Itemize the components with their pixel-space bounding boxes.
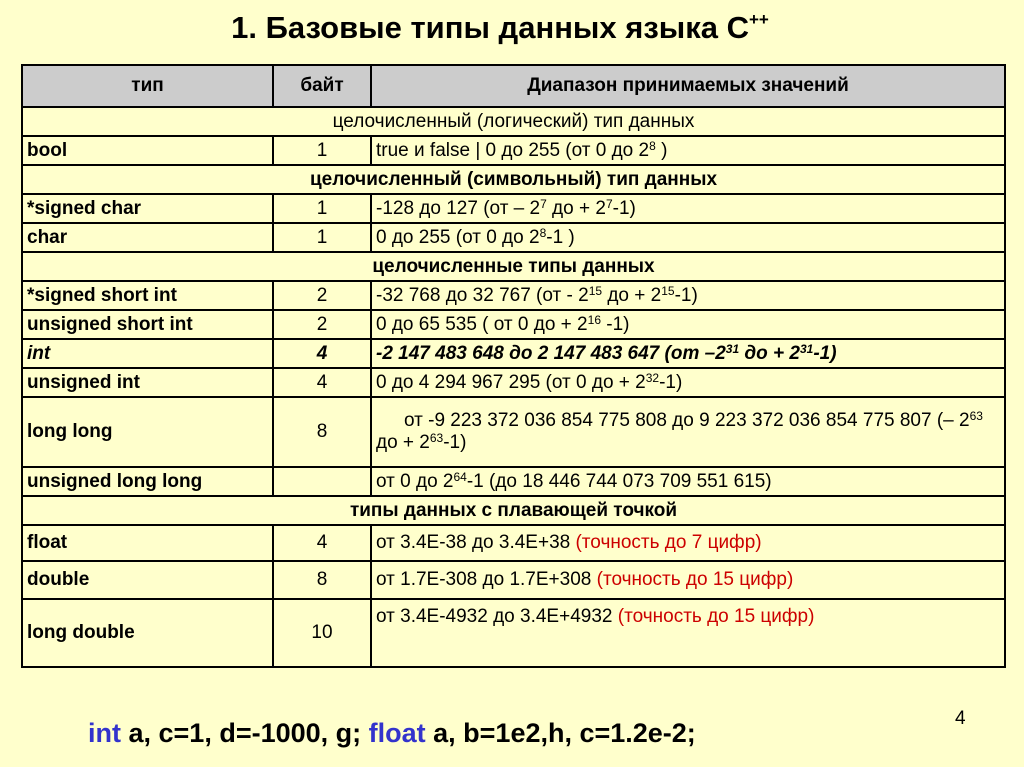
- range-text: -1): [674, 284, 698, 306]
- range-cell: [371, 194, 1005, 223]
- section-float: типы данных с плавающей точкой: [22, 496, 1005, 525]
- range-text: ): [655, 139, 668, 161]
- range-text: 0 до 255 (от 0 до 2: [376, 226, 540, 248]
- type-cell: unsigned short int: [22, 310, 273, 339]
- data-types-table: [21, 64, 1006, 668]
- bytes-cell: 2: [273, 310, 371, 339]
- declaration-float: a, b=1e2,h, c=1.2e-2;: [425, 718, 696, 748]
- page-number: 4: [955, 708, 966, 729]
- section-row: [22, 107, 1005, 136]
- range-exponent: 15: [588, 283, 603, 298]
- bytes-cell: [273, 467, 371, 496]
- type-cell: unsigned long long: [22, 467, 273, 496]
- range-text: -1): [612, 197, 636, 219]
- bytes-cell: 8: [273, 561, 371, 599]
- range-text: -1): [601, 313, 630, 335]
- table-row: [22, 339, 1005, 368]
- precision-text: (точность до 15 цифр): [596, 569, 794, 591]
- header-range: Диапазон принимаемых значений: [371, 65, 1005, 107]
- table-row: [22, 397, 1005, 467]
- table-row: [22, 310, 1005, 339]
- section-row: [22, 252, 1005, 281]
- range-text: до + 2: [546, 197, 606, 219]
- bytes-cell: 1: [273, 223, 371, 252]
- type-cell: char: [22, 223, 273, 252]
- type-cell: *signed short int: [22, 281, 273, 310]
- range-text: -1): [813, 342, 837, 364]
- table-row: [22, 467, 1005, 496]
- bytes-cell: 8: [273, 397, 371, 467]
- range-exponent: 63: [429, 431, 444, 445]
- type-cell: long double: [22, 599, 273, 667]
- table-row: [22, 525, 1005, 561]
- section-row: [22, 165, 1005, 194]
- code-example: [88, 718, 696, 749]
- range-text: -1): [443, 432, 467, 453]
- table-row: [22, 599, 1005, 667]
- range-text: -1 ): [546, 226, 575, 248]
- section-char: целочисленный (символьный) тип данных: [22, 165, 1005, 194]
- range-text: от 0 до 2: [376, 470, 454, 492]
- table-row: [22, 194, 1005, 223]
- keyword-int: int: [88, 718, 121, 748]
- range-exponent: 63: [969, 409, 983, 424]
- title-superscript: ++: [748, 10, 769, 29]
- range-exponent: 31: [799, 341, 814, 356]
- bytes-cell: 4: [273, 339, 371, 368]
- range-text: -128 до 127 (от – 2: [376, 197, 541, 219]
- range-cell: [371, 223, 1005, 252]
- bytes-cell: 4: [273, 368, 371, 397]
- section-integer: целочисленные типы данных: [22, 252, 1005, 281]
- range-text: -32 768 до 32 767 (от - 2: [376, 284, 589, 306]
- range-cell: [371, 561, 1005, 599]
- table-row: [22, 136, 1005, 165]
- range-text: до + 2: [376, 432, 430, 453]
- range-cell: [371, 467, 1005, 496]
- range-exponent: 16: [587, 312, 601, 327]
- keyword-float: float: [368, 718, 426, 748]
- type-cell: float: [22, 525, 273, 561]
- type-cell: int: [22, 339, 273, 368]
- range-cell: [371, 368, 1005, 397]
- type-cell: bool: [22, 136, 273, 165]
- range-cell: [371, 136, 1005, 165]
- table-row: [22, 368, 1005, 397]
- table-row: [22, 281, 1005, 310]
- range-text: 0 до 4 294 967 295 (от 0 до + 2: [376, 371, 646, 393]
- range-text: до + 2: [602, 284, 662, 306]
- range-exponent: 7: [605, 196, 613, 211]
- range-text: от 1.7E-308 до 1.7E+308: [376, 569, 592, 591]
- bytes-cell: 2: [273, 281, 371, 310]
- range-cell: [371, 310, 1005, 339]
- range-cell: [371, 397, 1005, 467]
- range-text: от 3.4E-4932 до 3.4E+4932: [376, 606, 613, 627]
- type-cell: double: [22, 561, 273, 599]
- section-logical: целочисленный (логический) тип данных: [22, 107, 1005, 136]
- range-cell: [371, 599, 1005, 667]
- type-cell: long long: [22, 397, 273, 467]
- range-cell: [371, 525, 1005, 561]
- range-cell: [371, 281, 1005, 310]
- title-text: 1. Базовые типы данных языка С: [231, 10, 749, 45]
- type-cell: unsigned int: [22, 368, 273, 397]
- range-exponent: 8: [539, 225, 547, 240]
- bytes-cell: 10: [273, 599, 371, 667]
- range-exponent: 31: [725, 341, 740, 356]
- precision-text: (точность до 15 цифр): [617, 606, 815, 627]
- bytes-cell: 1: [273, 194, 371, 223]
- bytes-cell: 1: [273, 136, 371, 165]
- range-text: -1): [659, 371, 683, 393]
- range-text: от 3.4E-38 до 3.4E+38: [376, 532, 571, 554]
- table-header-row: [22, 65, 1005, 107]
- range-text: -1 (до 18 446 744 073 709 551 615): [466, 470, 772, 492]
- range-text: true и false | 0 до 255 (от 0 до 2: [376, 139, 650, 161]
- range-exponent: 32: [645, 370, 660, 385]
- range-exponent: 7: [540, 196, 547, 211]
- precision-text: (точность до 7 цифр): [575, 532, 762, 554]
- section-row: [22, 496, 1005, 525]
- range-exponent: 64: [453, 469, 467, 484]
- range-cell: [371, 339, 1005, 368]
- type-cell: *signed char: [22, 194, 273, 223]
- range-exponent: 15: [661, 283, 675, 298]
- range-text: до + 2: [739, 342, 800, 364]
- range-text: 0 до 65 535 ( от 0 до + 2: [376, 313, 588, 335]
- header-type: тип: [22, 65, 273, 107]
- range-text: -2 147 483 648 до 2 147 483 647 (от –2: [376, 342, 726, 364]
- header-bytes: байт: [273, 65, 371, 107]
- declaration-int: a, c=1, d=-1000, g;: [121, 718, 369, 748]
- table-row: [22, 561, 1005, 599]
- range-text: от -9 223 372 036 854 775 808 до 9 223 372 036 854 775 807 (– 2: [404, 410, 970, 432]
- bytes-cell: 4: [273, 525, 371, 561]
- slide-title: [0, 10, 1000, 46]
- range-exponent: 8: [649, 138, 656, 153]
- table-row: [22, 223, 1005, 252]
